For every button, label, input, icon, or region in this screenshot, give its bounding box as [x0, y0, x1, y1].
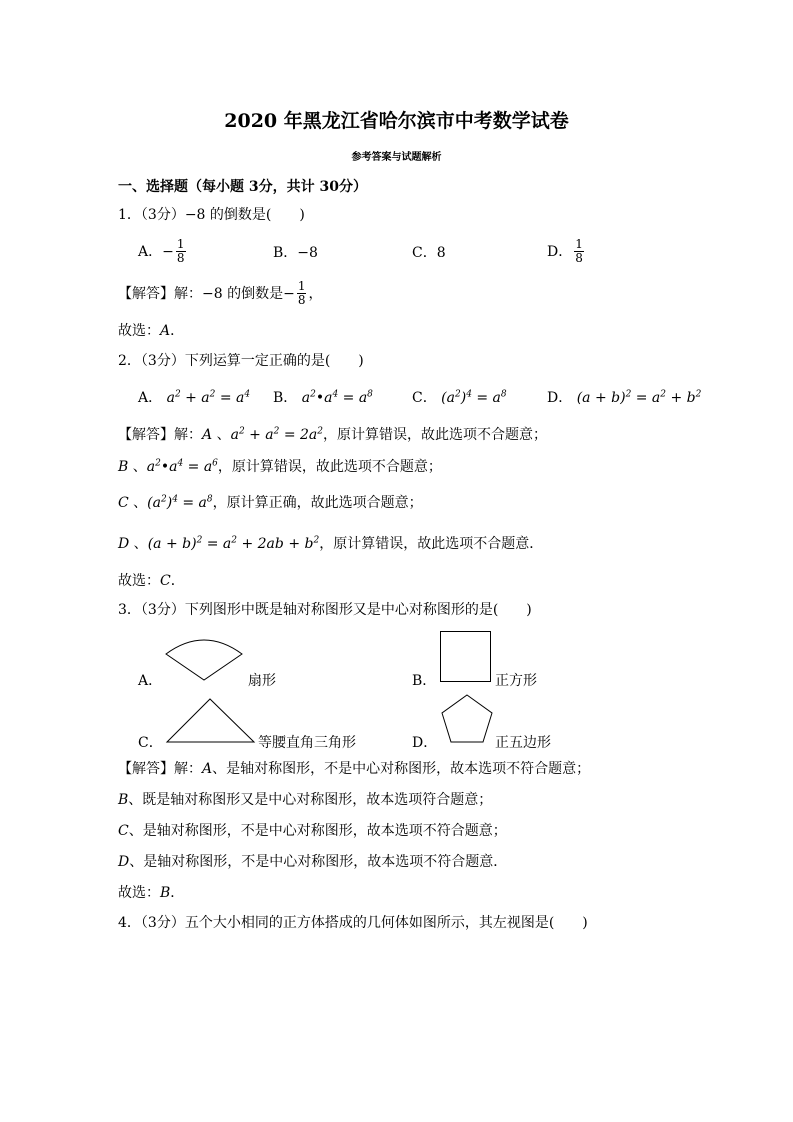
- q1-solution: [118, 280, 322, 307]
- q2-option-a-formula: $a^2 + a^2 = a^4$: [166, 389, 251, 406]
- q2-option-d: [547, 389, 701, 407]
- solution-prefix: 解：: [174, 427, 202, 443]
- answer-letter: B: [160, 885, 171, 901]
- option-letter: B: [118, 792, 129, 808]
- q3-solution-c-text: 、是轴对称图形，不是中心对称图形，故本选项不符合题意；: [128, 823, 507, 839]
- q2-option-b-formula: $a^2•a^4 = a^8$: [301, 389, 373, 406]
- q2-option-d-label: D．: [547, 390, 573, 406]
- q3-solution-b-text: 、既是轴对称图形又是中心对称图形，故本选项符合题意；: [128, 792, 493, 808]
- sector-shape: [164, 636, 244, 682]
- q3-option-c-name: 等腰直角三角形: [258, 735, 356, 751]
- q3-solution-b: [118, 791, 492, 809]
- q1-solution-fraction: [297, 280, 307, 307]
- q1-solution-text: 解：−8 的倒数是−: [174, 285, 295, 302]
- answer-end: ．: [170, 885, 185, 901]
- fraction-numerator: 1: [575, 237, 583, 251]
- page-subtitle: 参考答案与试题解析: [351, 152, 442, 163]
- q1-option-b: B．−8: [273, 245, 318, 261]
- q1-option-a-sign: −: [162, 243, 174, 260]
- option-letter: A: [202, 427, 213, 443]
- answer-end: ．: [170, 573, 185, 589]
- q3-answer: [118, 884, 184, 902]
- q3-option-b-name: 正方形: [495, 673, 537, 689]
- q2-solution-b-formula: $a^2•a^4 = a^6$: [146, 458, 218, 475]
- q2-solution-b-text: ，原计算错误，故此选项不合题意；: [217, 459, 442, 475]
- q2-solution-d-formula: $(a + b)^2 = a^2 + 2ab + b^2$: [147, 535, 320, 552]
- square-shape: [440, 631, 492, 683]
- q2-option-d-formula: $(a + b)^2 = a^2 + b^2$: [576, 389, 702, 406]
- answer-letter: C: [160, 573, 171, 589]
- fraction-numerator: 1: [297, 279, 306, 293]
- q2-option-b: [273, 389, 373, 407]
- fraction-numerator: 1: [176, 237, 185, 251]
- q2-option-c-label: C．: [412, 390, 437, 406]
- option-letter: A: [202, 761, 213, 777]
- q1-option-a-label: A．: [138, 243, 163, 260]
- solution-tag: 【解答】: [118, 761, 174, 777]
- answer-prefix: 故选：: [118, 885, 160, 901]
- q1-option-a: [138, 238, 188, 265]
- option-letter: C: [118, 495, 129, 511]
- q1-option-d-label: D．: [547, 243, 573, 260]
- q2-solution-c-text: ，原计算正确，故此选项合题意；: [212, 495, 423, 511]
- solution-tag: 【解答】: [118, 285, 174, 302]
- q3-solution-c: [118, 822, 507, 840]
- fraction-denominator: 8: [176, 251, 185, 265]
- q3-solution-d-text: 、是轴对称图形，不是中心对称图形，故本选项不符合题意．: [129, 854, 508, 870]
- q2-option-b-label: B．: [273, 390, 298, 406]
- q3-option-c-label: C．: [138, 735, 163, 751]
- q2-option-c-formula: $(a^2)^4 = a^8$: [441, 389, 507, 406]
- page-title: 2020 年黑龙江省哈尔滨市中考数学试卷: [224, 110, 569, 132]
- regular-pentagon-shape: [440, 694, 494, 744]
- answer-prefix: 故选：: [118, 573, 160, 589]
- q2-solution-c: C 、$(a^2)^4 = a^8$，原计算正确，故此选项合题意；: [118, 494, 423, 511]
- q2-solution-a-formula: $a^2 + a^2 = 2a^2$: [230, 426, 324, 443]
- answer-prefix: 故选：: [118, 323, 160, 339]
- q2-solution-b: B 、$a^2•a^4 = a^6$，原计算错误，故此选项不合题意；: [118, 458, 442, 475]
- q1-option-a-fraction: [176, 238, 186, 265]
- q2-option-c: [412, 389, 507, 407]
- solution-prefix: 解：: [174, 761, 202, 777]
- q2-stem: 2．（3分）下列运算一定正确的是( ): [118, 353, 364, 369]
- q1-solution-end: ，: [308, 285, 323, 302]
- q1-option-d-fraction: [574, 238, 584, 265]
- fraction-denominator: 8: [297, 293, 306, 307]
- section-heading: 一、选择题（每小题 3分，共计 30分）: [118, 179, 367, 195]
- q3-solution-a: [118, 760, 590, 778]
- q3-stem: 3．（3分）下列图形中既是轴对称图形又是中心对称图形的是( ): [118, 602, 532, 618]
- q3-solution-d: [118, 853, 507, 871]
- answer-letter: A: [160, 323, 171, 339]
- fraction-denominator: 8: [575, 251, 583, 265]
- q1-option-d: [547, 238, 586, 265]
- option-letter: D: [118, 536, 130, 552]
- option-letter: D: [118, 854, 130, 870]
- option-letter: C: [118, 823, 129, 839]
- q2-solution-a: 【解答】解：A 、$a^2 + a^2 = 2a^2$，原计算错误，故此选项不合题意；: [118, 426, 548, 443]
- q2-solution-c-formula: $(a^2)^4 = a^8$: [147, 494, 213, 511]
- q2-option-a-label: A．: [138, 390, 163, 406]
- q2-answer: [118, 572, 185, 590]
- q3-option-b-label: B．: [412, 673, 437, 689]
- isosceles-right-triangle-shape: [166, 698, 256, 744]
- q3-solution-a-text: 、是轴对称图形，不是中心对称图形，故本选项不符合题意；: [212, 761, 591, 777]
- solution-tag: 【解答】: [118, 427, 174, 443]
- q3-option-d-label: D．: [412, 735, 438, 751]
- q1-option-c: C．8: [412, 245, 446, 261]
- q1-answer: [118, 322, 184, 340]
- q1-stem: 1．（3分）−8 的倒数是( ): [118, 207, 305, 223]
- q2-option-a: [138, 389, 250, 407]
- option-letter: B: [118, 459, 129, 475]
- q3-option-a-label: A．: [138, 673, 163, 689]
- q3-option-a-name: 扇形: [248, 673, 276, 689]
- q2-solution-d-text: ，原计算错误，故此选项不合题意．: [319, 536, 544, 552]
- q2-solution-d: D 、$(a + b)^2 = a^2 + 2ab + b^2$，原计算错误，故此选项不合题意．: [118, 535, 544, 552]
- answer-end: ．: [170, 323, 185, 339]
- q3-option-d-name: 正五边形: [495, 735, 551, 751]
- q2-solution-a-text: ，原计算错误，故此选项不合题意；: [323, 427, 548, 443]
- q4-stem: 4．（3分）五个大小相同的正方体搭成的几何体如图所示，其左视图是( ): [118, 915, 588, 931]
